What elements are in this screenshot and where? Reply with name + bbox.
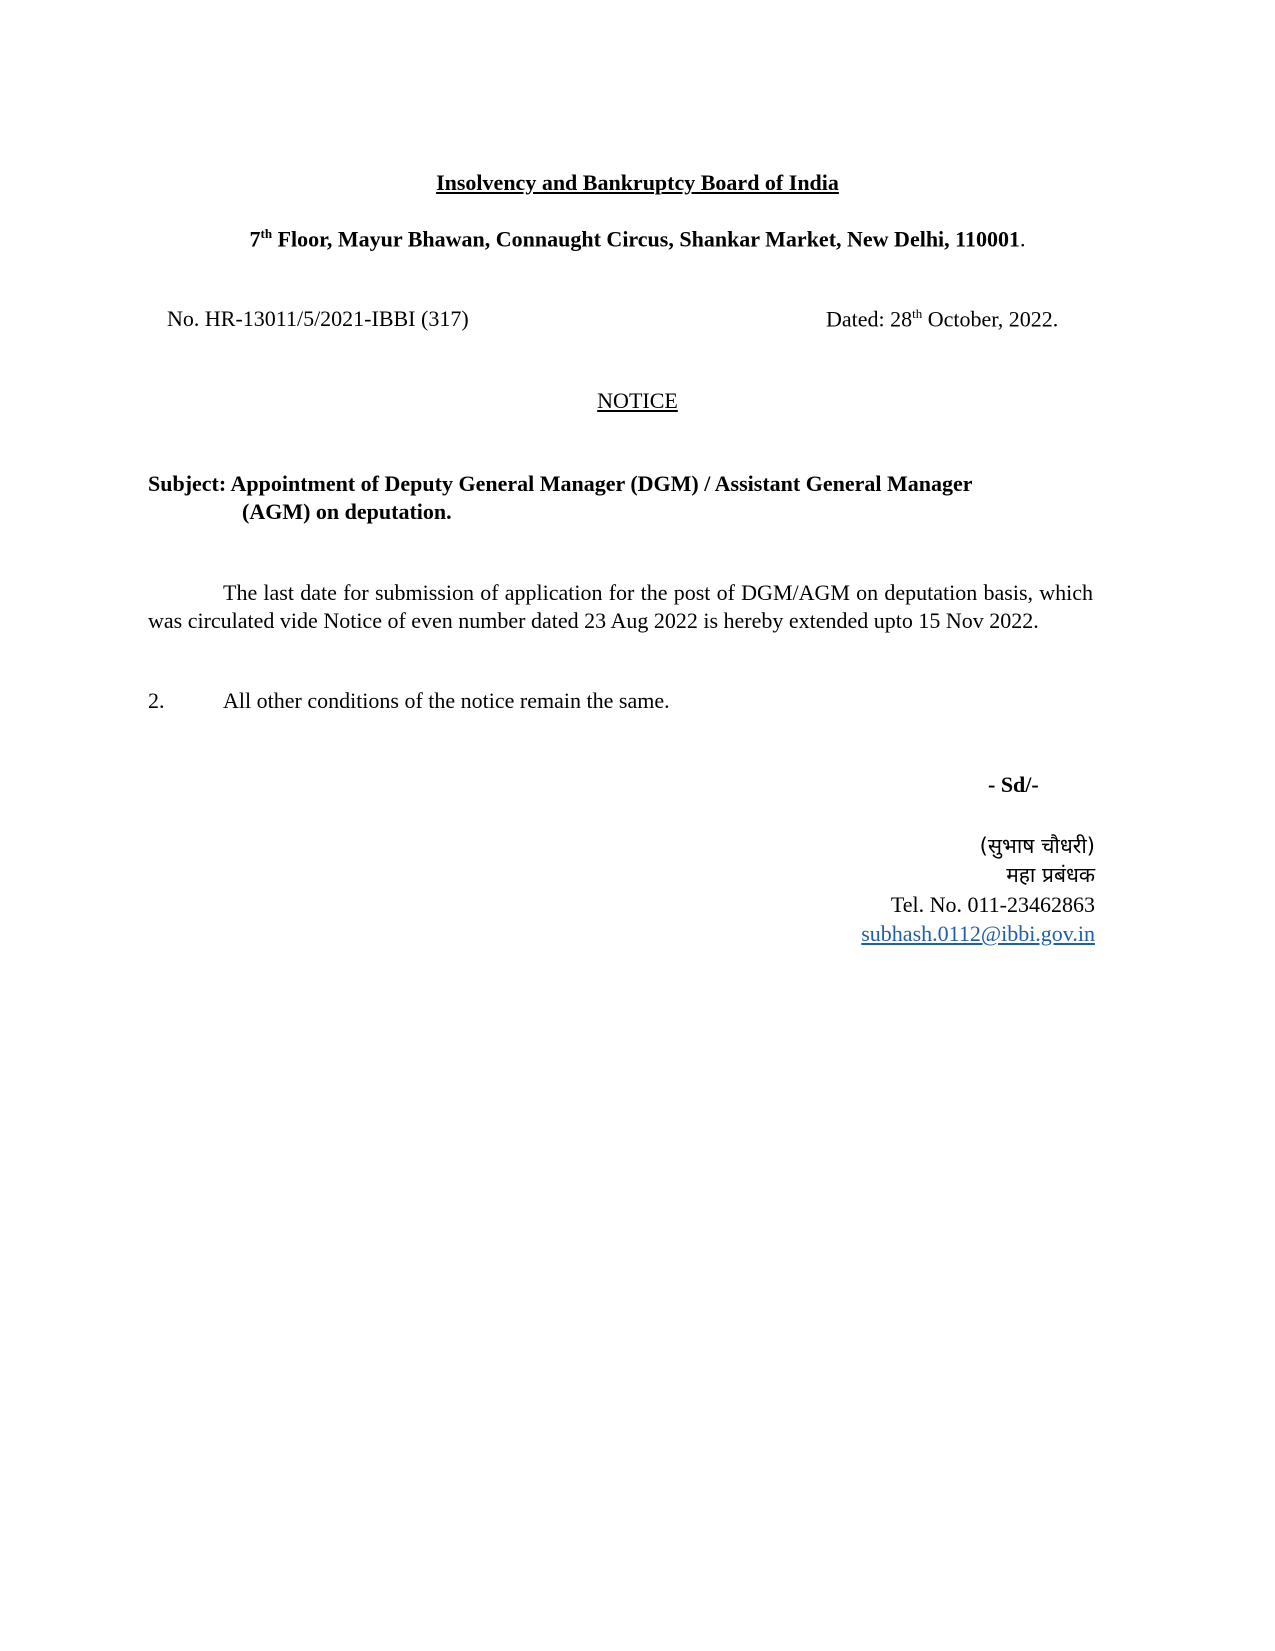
address-floor-suffix: th: [260, 226, 273, 241]
reference-number: No. HR-13011/5/2021-IBBI (317): [167, 306, 469, 331]
signed-mark: - Sd/-: [988, 772, 1039, 797]
organization-address: [0, 226, 1275, 252]
date-rest: October, 2022.: [922, 306, 1059, 332]
subject-label: Subject:: [148, 471, 231, 496]
signatory-telephone: Tel. No. 011-23462863: [890, 892, 1095, 917]
organization-title: Insolvency and Bankruptcy Board of India: [436, 170, 839, 195]
signatory-name-hindi: (सुभाष चौधरी): [979, 834, 1095, 858]
subject-line-2: (AGM) on deputation.: [242, 499, 452, 524]
notice-heading: NOTICE: [597, 388, 678, 413]
signatory-designation-hindi: महा प्रबंधक: [1006, 863, 1095, 887]
body-paragraph-1: The last date for submission of application for the post of DGM/AGM on deputation basis, which was circulated vide Notice of even number dated 23 Aug 2022 is hereby extended upto 15 Nov 2022.: [148, 580, 1093, 633]
address-floor-number: 7: [249, 226, 261, 252]
paragraph-2-text: All other conditions of the notice remain the same.: [223, 688, 670, 713]
subject-block: [148, 470, 1098, 526]
notice-date: [826, 306, 1058, 332]
paragraph-number: 2.: [148, 688, 165, 713]
date-prefix: Dated: 28: [826, 306, 913, 332]
date-suffix-sup: th: [912, 306, 923, 321]
address-period: .: [1019, 226, 1026, 252]
signature-block: [861, 832, 1095, 948]
address-text: Floor, Mayur Bhawan, Connaught Circus, Shankar Market, New Delhi, 110001: [272, 226, 1020, 252]
body-paragraph-2: [148, 688, 670, 714]
subject-line-1: Appointment of Deputy General Manager (DGM) / Assistant General Manager: [230, 471, 973, 496]
signatory-email-link[interactable]: subhash.0112@ibbi.gov.in: [861, 921, 1095, 946]
